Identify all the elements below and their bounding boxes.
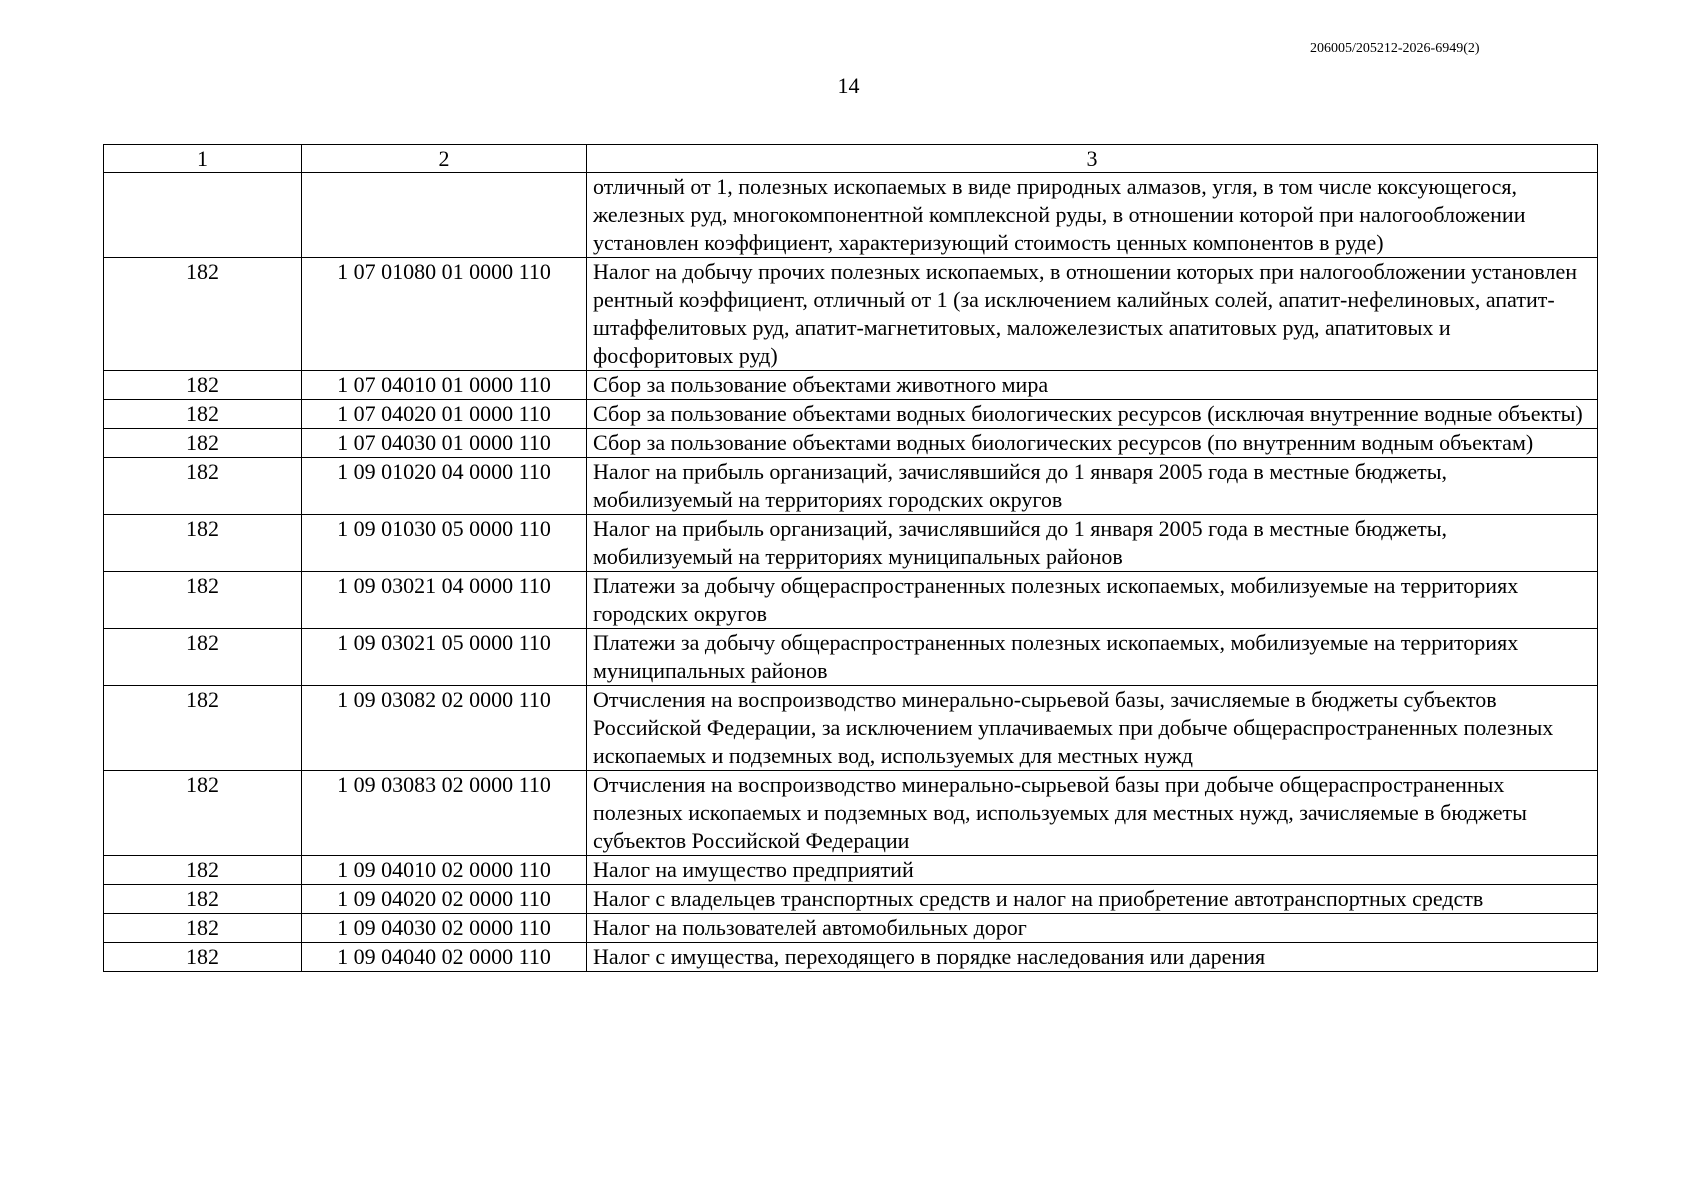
- admin-code-cell: 182: [104, 400, 302, 429]
- revenue-description-cell: Налог на добычу прочих полезных ископаемых, в отношении которых при налогообложении установлен рентный коэффициент, отличный от 1 (за исключением калийных солей, апатит-нефелиновых, апатит-штаффелитовых руд, апатит-магнетитовых, маложелезистых апатитовых руд, апатитовых и фосфоритовых руд): [587, 258, 1598, 371]
- table-row: [104, 914, 1598, 943]
- admin-code-cell: 182: [104, 771, 302, 856]
- budget-classification-code-cell: 1 09 04020 02 0000 110: [302, 885, 587, 914]
- column-header-2: 2: [302, 145, 587, 173]
- table-row: [104, 400, 1598, 429]
- budget-classification-code-cell: [302, 173, 587, 258]
- admin-code-cell: 182: [104, 515, 302, 572]
- table-row: [104, 885, 1598, 914]
- column-header-1: 1: [104, 145, 302, 173]
- table-row: [104, 515, 1598, 572]
- budget-classification-code-cell: 1 09 01020 04 0000 110: [302, 458, 587, 515]
- column-header-3: 3: [587, 145, 1598, 173]
- admin-code-cell: 182: [104, 572, 302, 629]
- revenue-codes-table: [103, 144, 1598, 972]
- revenue-description-cell: Налог с имущества, переходящего в порядке наследования или дарения: [587, 943, 1598, 972]
- table-row: [104, 856, 1598, 885]
- budget-classification-code-cell: 1 07 04010 01 0000 110: [302, 371, 587, 400]
- revenue-description-cell: отличный от 1, полезных ископаемых в виде природных алмазов, угля, в том числе коксующегося, железных руд, многокомпонентной комплексной руды, в отношении которой при налогообложении установлен коэффициент, характеризующий стоимость ценных компонентов в руде): [587, 173, 1598, 258]
- budget-classification-code-cell: 1 09 04030 02 0000 110: [302, 914, 587, 943]
- admin-code-cell: 182: [104, 458, 302, 515]
- budget-classification-code-cell: 1 09 04010 02 0000 110: [302, 856, 587, 885]
- admin-code-cell: 182: [104, 686, 302, 771]
- admin-code-cell: 182: [104, 429, 302, 458]
- table-row: [104, 371, 1598, 400]
- admin-code-cell: [104, 173, 302, 258]
- revenue-description-cell: Платежи за добычу общераспространенных полезных ископаемых, мобилизуемые на территориях муниципальных районов: [587, 629, 1598, 686]
- budget-classification-code-cell: 1 09 03021 04 0000 110: [302, 572, 587, 629]
- table-row: [104, 429, 1598, 458]
- revenue-description-cell: Сбор за пользование объектами водных биологических ресурсов (по внутренним водным объектам): [587, 429, 1598, 458]
- table-row: [104, 572, 1598, 629]
- revenue-description-cell: Налог на имущество предприятий: [587, 856, 1598, 885]
- revenue-description-cell: Сбор за пользование объектами животного мира: [587, 371, 1598, 400]
- budget-classification-code-cell: 1 09 04040 02 0000 110: [302, 943, 587, 972]
- admin-code-cell: 182: [104, 914, 302, 943]
- table-row: [104, 943, 1598, 972]
- page-number: 14: [837, 73, 860, 98]
- budget-classification-code-cell: 1 07 01080 01 0000 110: [302, 258, 587, 371]
- table-row: [104, 686, 1598, 771]
- revenue-description-cell: Налог с владельцев транспортных средств и налог на приобретение автотранспортных средств: [587, 885, 1598, 914]
- admin-code-cell: 182: [104, 856, 302, 885]
- table-row: [104, 771, 1598, 856]
- revenue-description-cell: Налог на прибыль организаций, зачислявшийся до 1 января 2005 года в местные бюджеты, мобилизуемый на территориях муниципальных районов: [587, 515, 1598, 572]
- table-header-row: [104, 145, 1598, 173]
- revenue-description-cell: Налог на пользователей автомобильных дорог: [587, 914, 1598, 943]
- admin-code-cell: 182: [104, 371, 302, 400]
- revenue-description-cell: Сбор за пользование объектами водных биологических ресурсов (исключая внутренние водные объекты): [587, 400, 1598, 429]
- table-row: [104, 629, 1598, 686]
- revenue-description-cell: Отчисления на воспроизводство минерально-сырьевой базы при добыче общераспространенных полезных ископаемых и подземных вод, используемых для местных нужд, зачисляемые в бюджеты субъектов Российской Федерации: [587, 771, 1598, 856]
- admin-code-cell: 182: [104, 629, 302, 686]
- budget-classification-code-cell: 1 09 03083 02 0000 110: [302, 771, 587, 856]
- admin-code-cell: 182: [104, 885, 302, 914]
- budget-classification-code-cell: 1 09 03082 02 0000 110: [302, 686, 587, 771]
- table-header: [104, 145, 1598, 173]
- table-row: [104, 173, 1598, 258]
- revenue-description-cell: Налог на прибыль организаций, зачислявшийся до 1 января 2005 года в местные бюджеты, мобилизуемый на территориях городских округов: [587, 458, 1598, 515]
- revenue-description-cell: Платежи за добычу общераспространенных полезных ископаемых, мобилизуемые на территориях городских округов: [587, 572, 1598, 629]
- budget-classification-code-cell: 1 07 04020 01 0000 110: [302, 400, 587, 429]
- document-id: 206005/205212-2026-6949(2): [1310, 41, 1480, 56]
- table-body: [104, 173, 1598, 972]
- admin-code-cell: 182: [104, 943, 302, 972]
- revenue-description-cell: Отчисления на воспроизводство минерально-сырьевой базы, зачисляемые в бюджеты субъектов Российской Федерации, за исключением уплачиваемых при добыче общераспространенных полезных ископаемых и подземных вод, используемых для местных нужд: [587, 686, 1598, 771]
- admin-code-cell: 182: [104, 258, 302, 371]
- budget-classification-code-cell: 1 09 01030 05 0000 110: [302, 515, 587, 572]
- table-row: [104, 458, 1598, 515]
- budget-classification-code-cell: 1 09 03021 05 0000 110: [302, 629, 587, 686]
- table-row: [104, 258, 1598, 371]
- budget-classification-code-cell: 1 07 04030 01 0000 110: [302, 429, 587, 458]
